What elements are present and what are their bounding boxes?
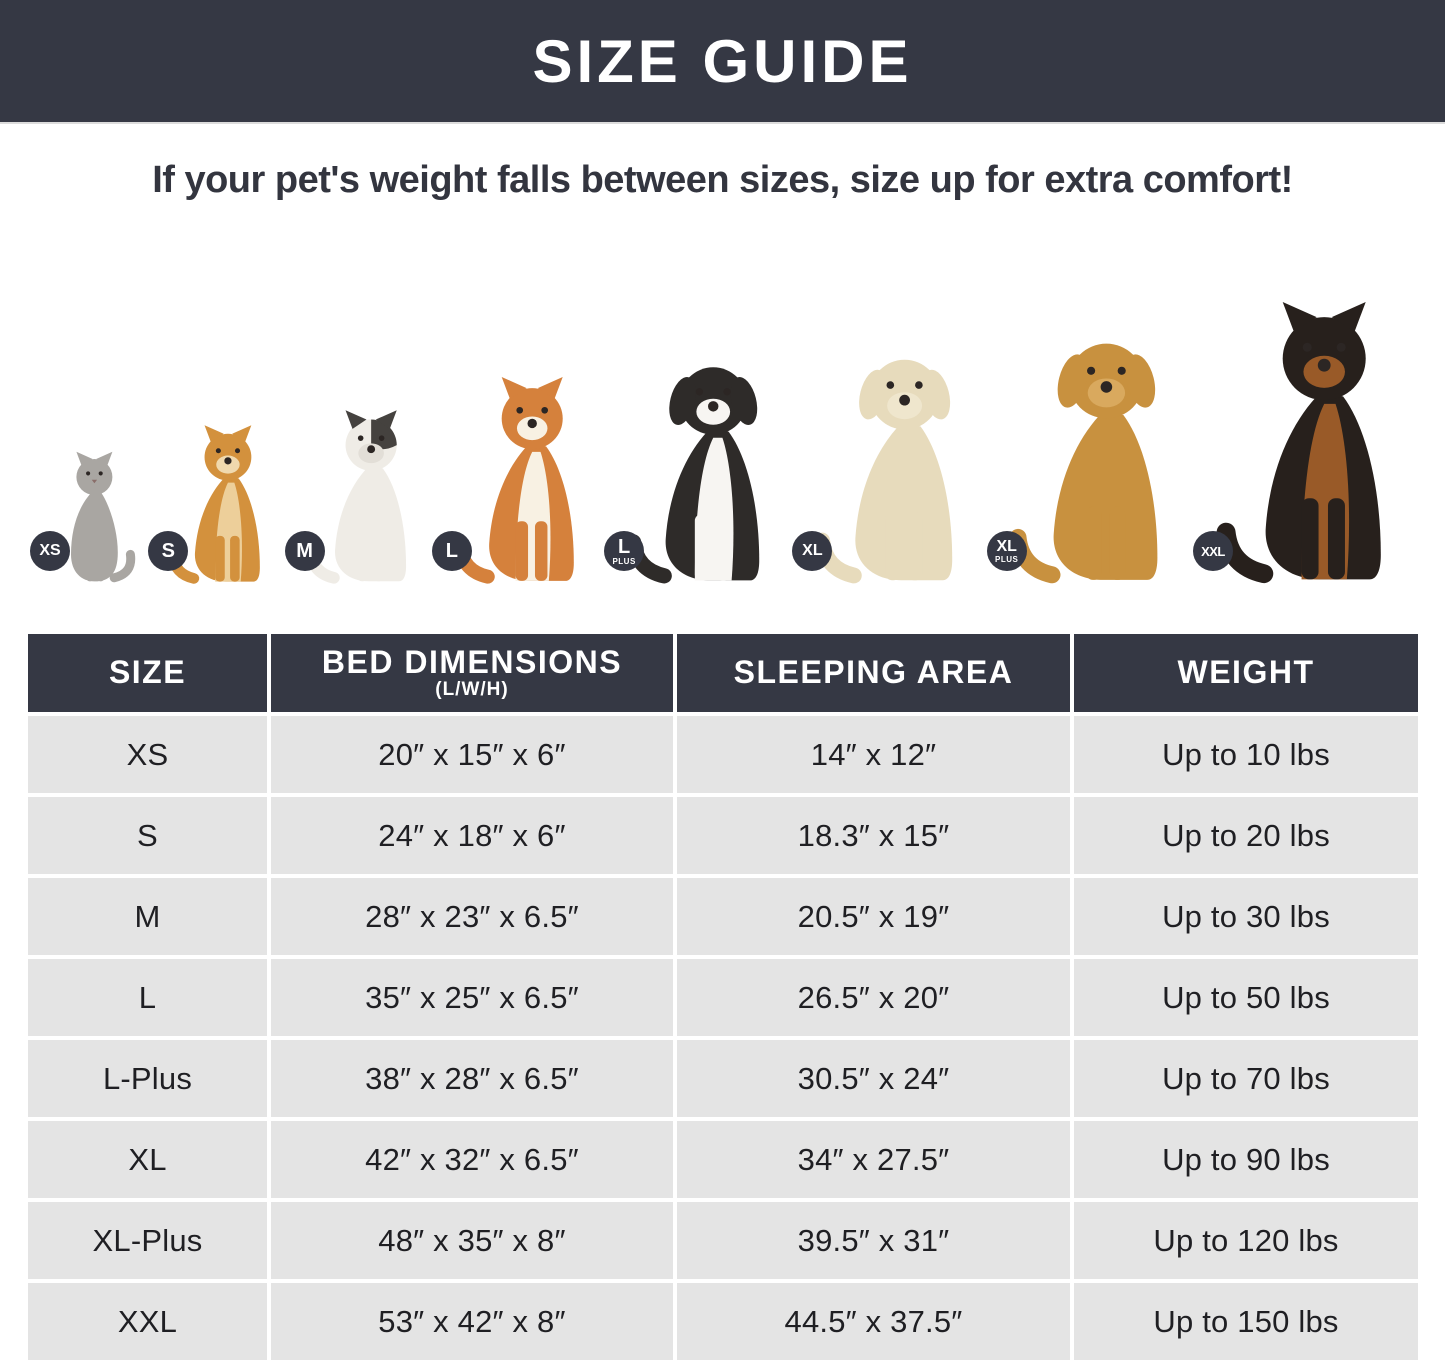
cell-size-xxl: XXL [28,1283,267,1360]
cell-bed-dimensions-xl-plus: 48″ x 35″ x 8″ [271,1202,673,1279]
cell-weight-xl-plus: Up to 120 lbs [1074,1202,1418,1279]
column-header-label: BED DIMENSIONS [321,643,623,680]
cell-bed-dimensions-l-plus: 38″ x 28″ x 6.5″ [271,1040,673,1117]
column-header-sub-label: (L/W/H) [435,679,509,701]
size-badge-l-plus [604,531,644,571]
badge-sub-label: PLUS [995,554,1019,564]
badge-label: XL [802,542,823,559]
size-badge-xxl [1193,531,1233,571]
pet-slot-pomeranian [148,425,279,585]
header-banner [0,0,1445,124]
column-header-label: SIZE [108,654,187,691]
column-header-label: WEIGHT [1177,654,1315,691]
badge-label: M [296,540,313,562]
badge-label: XS [39,542,61,559]
cell-size-xl-plus: XL-Plus [28,1202,267,1279]
cell-sleeping-area-xl: 34″ x 27.5″ [677,1121,1070,1198]
cell-sleeping-area-l: 26.5″ x 20″ [677,959,1070,1036]
pet-image-labrador [806,347,981,585]
column-header-bed-dimensions [271,634,673,712]
pet-slot-cat [30,450,143,585]
badge-label: L [445,540,458,562]
cell-size-s: S [28,797,267,874]
subtitle: If your pet's weight falls between sizes, size up for extra comfort! [152,159,1293,201]
cell-size-xs: XS [28,716,267,793]
column-header-sleeping-area [677,634,1070,712]
pet-slot-shiba-inu [432,377,599,585]
cell-sleeping-area-xxl: 44.5″ x 37.5″ [677,1283,1070,1360]
cell-bed-dimensions-xxl: 53″ x 42″ x 8″ [271,1283,673,1360]
cell-sleeping-area-s: 18.3″ x 15″ [677,797,1070,874]
pet-slot-golden-retriever [987,330,1188,585]
badge-label: L [618,535,631,558]
badge-label: S [161,540,175,562]
pet-slot-border-collie [604,355,787,585]
cell-bed-dimensions-xl: 42″ x 32″ x 6.5″ [271,1121,673,1198]
cell-weight-m: Up to 30 lbs [1074,878,1418,955]
pet-slot-labrador [792,347,981,585]
cell-weight-xs: Up to 10 lbs [1074,716,1418,793]
cell-weight-l: Up to 50 lbs [1074,959,1418,1036]
size-badge-s [148,531,188,571]
size-badge-xl-plus [987,531,1027,571]
cell-bed-dimensions-s: 24″ x 18″ x 6″ [271,797,673,874]
cell-weight-s: Up to 20 lbs [1074,797,1418,874]
pet-slot-doberman [1193,302,1415,585]
pet-image-golden-retriever [1001,330,1188,585]
cell-sleeping-area-xl-plus: 39.5″ x 31″ [677,1202,1070,1279]
cell-bed-dimensions-xs: 20″ x 15″ x 6″ [271,716,673,793]
cell-weight-xxl: Up to 150 lbs [1074,1283,1418,1360]
cell-sleeping-area-m: 20.5″ x 19″ [677,878,1070,955]
cell-size-l-plus: L-Plus [28,1040,267,1117]
size-badge-l [432,531,472,571]
cell-sleeping-area-xs: 14″ x 12″ [677,716,1070,793]
size-table [28,634,1418,1360]
column-header-size [28,634,267,712]
cell-size-m: M [28,878,267,955]
badge-label: XL [996,537,1017,555]
cell-bed-dimensions-m: 28″ x 23″ x 6.5″ [271,878,673,955]
size-badge-xs [30,531,70,571]
cell-size-l: L [28,959,267,1036]
cell-bed-dimensions-l: 35″ x 25″ x 6.5″ [271,959,673,1036]
pet-slot-french-bulldog [285,410,427,585]
page-title: SIZE GUIDE [532,27,913,95]
cell-size-xl: XL [28,1121,267,1198]
badge-label: XXL [1201,543,1225,559]
cell-sleeping-area-l-plus: 30.5″ x 24″ [677,1040,1070,1117]
badge-sub-label: PLUS [612,556,636,566]
pets-row [30,254,1415,585]
cell-weight-l-plus: Up to 70 lbs [1074,1040,1418,1117]
column-header-weight [1074,634,1418,712]
cell-weight-xl: Up to 90 lbs [1074,1121,1418,1198]
column-header-label: SLEEPING AREA [733,654,1014,691]
pet-image-doberman [1207,302,1415,585]
size-badge-m [285,531,325,571]
